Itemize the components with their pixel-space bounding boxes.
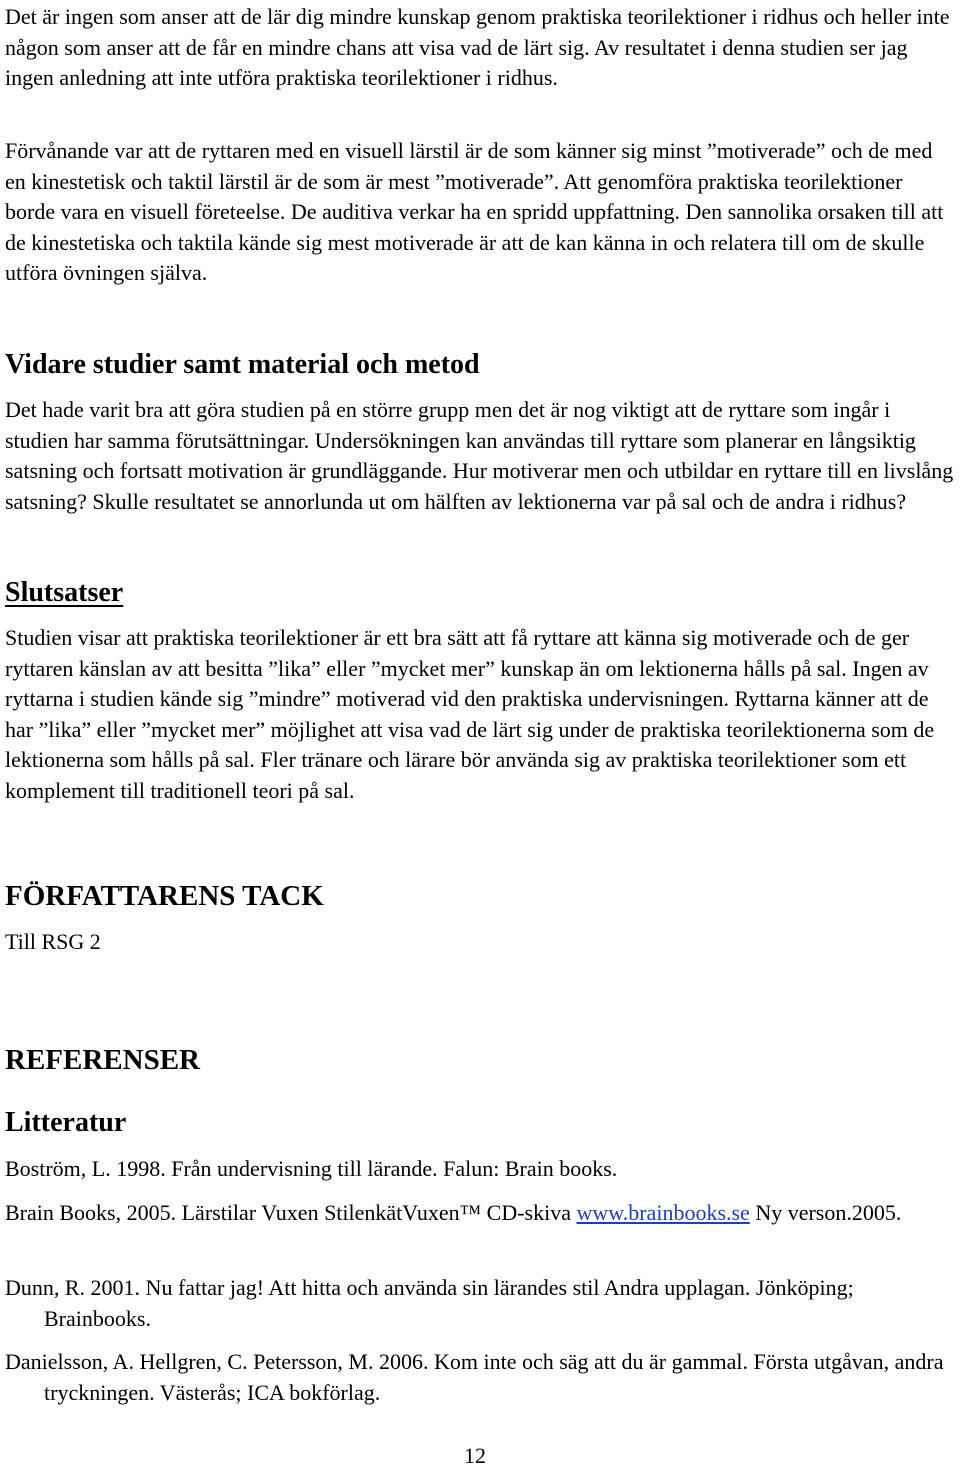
paragraph-intro: Det är ingen som anser att de lär dig mindre kunskap genom praktiska teorilektioner i ridhus och heller inte någon som anser att de får en mindre chans att visa vad de lärt sig. Av resultatet i denna studien ser jag ingen anledning att inte utföra praktiska teorilektioner i ridhus. [5,4,950,90]
page-number: 12 [464,1443,486,1468]
heading-acknowledgements: FÖRFATTARENS TACK [5,880,324,912]
reference-item-dunn: Dunn, R. 2001. Nu fattar jag! Att hitta och använda sin lärandes stil Andra upplagan. Jönköping; Brainbooks. [5,1275,854,1331]
heading-references: REFERENSER [5,1044,200,1076]
reference-item-bostrom: Boström, L. 1998. Från undervisning till lärande. Falun: Brain books. [5,1156,618,1181]
heading-further-studies: Vidare studier samt material och metod [5,349,480,380]
heading-conclusions: Slutsatser [5,577,124,608]
reference-item-brainbooks [5,1197,955,1228]
paragraph-further-studies: Det hade varit bra att göra studien på en större grupp men det är nog viktigt att de ryttare som ingår i studien har samma förutsättningar. Undersökningen kan användas till ryttare som planerar en långsiktig satsning och fortsatt motivation är grundläggande. Hur motiverar men och utbildar en ryttare till en livslång satsning? Skulle resultatet se annorlunda ut om hälften av lektionerna var på sal och de andra i ridhus? [5,397,954,514]
paragraph-acknowledgements: Till RSG 2 [5,929,101,954]
paragraph-learning-styles: Förvånande var att de ryttaren med en visuell lärstil är de som känner sig minst ”motiverade” och de med en kinestetisk och taktil lärstil är de som är mest ”motiverade”. Att genomföra praktiska teorilektioner borde vara en visuell företeelse. De auditiva verkar ha en spridd uppfattning. Den sannolika orsaken till att de kinestetiska och taktila kände sig mest motiverade är att de kan känna in och relatera till om de skulle utföra övningen själva. [5,138,944,285]
brainbooks-link[interactable]: www.brainbooks.se [576,1200,750,1225]
heading-literature: Litteratur [5,1107,127,1138]
reference-text: Brain Books, 2005. Lärstilar Vuxen StilenkätVuxen™ CD-skiva [5,1200,577,1225]
paragraph-conclusions: Studien visar att praktiska teorilektioner är ett bra sätt att få ryttare att känna sig motiverade och de ger ryttaren känslan av att besitta ”lika” eller ”mycket mer” kunskap än om lektionerna hålls på sal. Ingen av ryttarna i studien kände sig ”mindre” motiverad vid den praktiska undervisningen. Ryttarna känner att de har ”lika” eller ”mycket mer” möjlighet att visa vad de lärt sig under de praktiska teorilektionerna som de lektionerna som hålls på sal. Fler tränare och lärare bör använda sig av praktiska teorilektioner som ett komplement till traditionell teori på sal. [5,625,935,803]
reference-item-danielsson: Danielsson, A. Hellgren, C. Petersson, M. 2006. Kom inte och säg att du är gammal. Första utgåvan, andra tryckningen. Västerås; ICA bokförlag. [5,1349,944,1405]
reference-text: Ny verson.2005. [749,1200,902,1225]
